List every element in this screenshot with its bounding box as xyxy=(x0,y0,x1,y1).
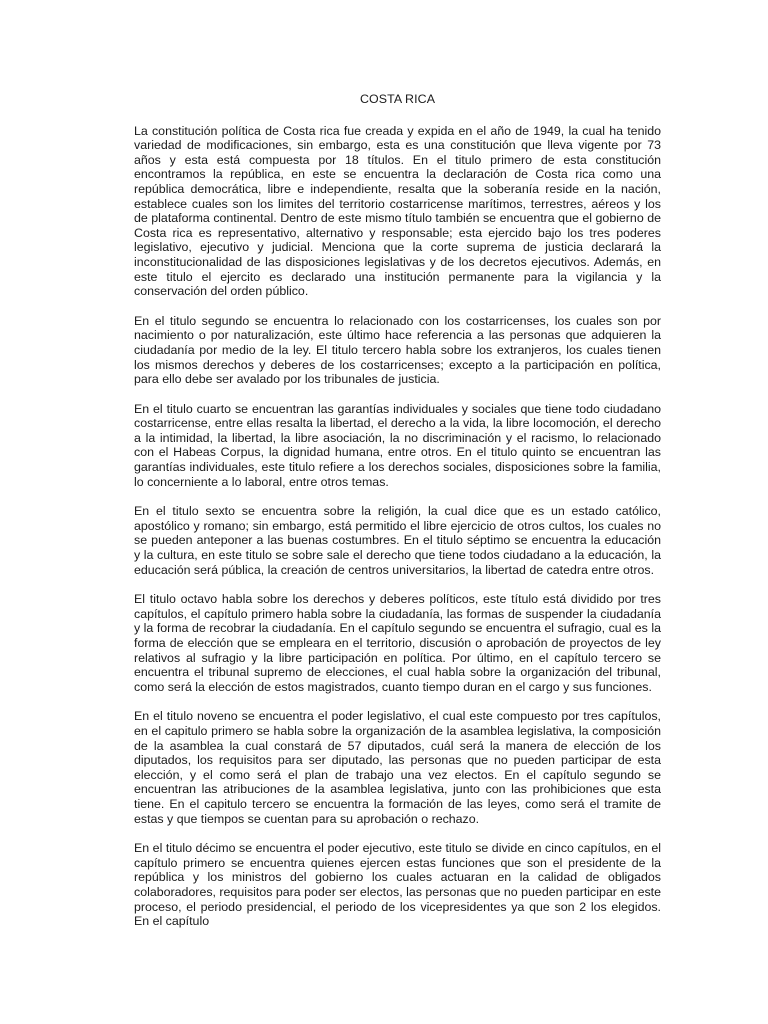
paragraph-2: En el titulo segundo se encuentra lo relacionado con los costarricenses, los cuales son por nacimiento o por naturalización, este último hace referencia a las personas que adquieren la ciudadanía por medio de la ley. El titulo tercero habla sobre los extranjeros, los cuales tienen los mismos derechos y deberes de los costarricenses; excepto a la participación en política, para ello debe ser avalado por los tribunales de justicia. xyxy=(134,313,661,387)
paragraph-4: En el titulo sexto se encuentra sobre la religión, la cual dice que es un estado católico, apostólico y romano; sin embargo, está permitido el libre ejercicio de otros cultos, los cuales no se pueden anteponer a las buenas costumbres. En el titulo séptimo se encuentra la educación y la cultura, en este titulo se sobre sale el derecho que tiene todos ciudadano a la educación, la educación será pública, la creación de centros universitarios, la libertad de catedra entre otros. xyxy=(134,504,661,577)
paragraph-1: La constitución política de Costa rica fue creada y expida en el año de 1949, la cual ha tenido variedad de modificaciones, sin embargo, esta es una constitución que lleva vigente por 73 años y esta está compuesta por 18 títulos. En el titulo primero de esta constitución encontramos la república, en este se encuentra la declaración de Costa rica como una república democrática, libre e independiente, resalta que la soberanía reside en la nación, establece cuales son los limites del territorio costarricense marítimos, terrestres, aéreos y los de plataforma continental. Dentro de este mismo título también se encuentra que el gobierno de Costa rica es representativo, alternativo y responsable; esta ejercido bajo los tres poderes legislativo, ejecutivo y judicial. Menciona que la corte suprema de justicia declarará la inconstitucionalidad de las disposiciones legislativas y de los decretos ejecutivos. Además, en este titulo el ejercito es declarado una institución permanente para la vigilancia y la conservación del orden público. xyxy=(134,123,661,299)
document-page xyxy=(134,92,661,944)
paragraph-7: En el titulo décimo se encuentra el poder ejecutivo, este titulo se divide en cinco capítulos, en el capítulo primero se encuentra quienes ejercen estas funciones que son el presidente de la república y los ministros del gobierno los cuales actuaran en la calidad de obligados colaboradores, requisitos para poder ser electos, las personas que no pueden participar en este proceso, el periodo presidencial, el periodo de los vicepresidentes ya que son 2 los elegidos. En el capítulo xyxy=(134,841,661,929)
paragraph-5: El titulo octavo habla sobre los derechos y deberes políticos, este título está dividido por tres capítulos, el capítulo primero habla sobre la ciudadanía, las formas de suspender la ciudadanía y la forma de recobrar la ciudadanía. En el capítulo segundo se encuentra el sufragio, cual es la forma de elección que se empleara en el territorio, discusión o aprobación de proyectos de ley relativos al sufragio y la libre participación en política. Por último, en el capítulo tercero se encuentra el tribunal supremo de elecciones, el cual habla sobre la organización del tribunal, como será la elección de estos magistrados, cuanto tiempo duran en el cargo y sus funciones. xyxy=(134,592,661,694)
paragraph-3: En el titulo cuarto se encuentran las garantías individuales y sociales que tiene todo ciudadano costarricense, entre ellas resalta la libertad, el derecho a la vida, la libre locomoción, el derecho a la intimidad, la libertad, la libre asociación, la no discriminación y el racismo, lo relacionado con el Habeas Corpus, la dignidad humana, entre otros. En el titulo quinto se encuentran las garantías individuales, este titulo refiere a los derechos sociales, disposiciones sobre la familia, lo concerniente a lo laboral, entre otros temas. xyxy=(134,401,661,489)
paragraph-6: En el titulo noveno se encuentra el poder legislativo, el cual este compuesto por tres capítulos, en el capitulo primero se habla sobre la organización de la asamblea legislativa, la composición de la asamblea la cual constará de 57 diputados, cuál será la manera de elección de los diputados, los requisitos para ser diputado, las personas que no pueden participar de esta elección, y el como será el plan de trabajo una vez electos. En el capítulo segundo se encuentran las atribuciones de la asamblea legislativa, junto con las prohibiciones que esta tiene. En el capitulo tercero se encuentra la formación de las leyes, como será el tramite de estas y que tiempos se cuentan para su aprobación o rechazo. xyxy=(134,709,661,826)
document-title: COSTA RICA xyxy=(359,92,436,106)
